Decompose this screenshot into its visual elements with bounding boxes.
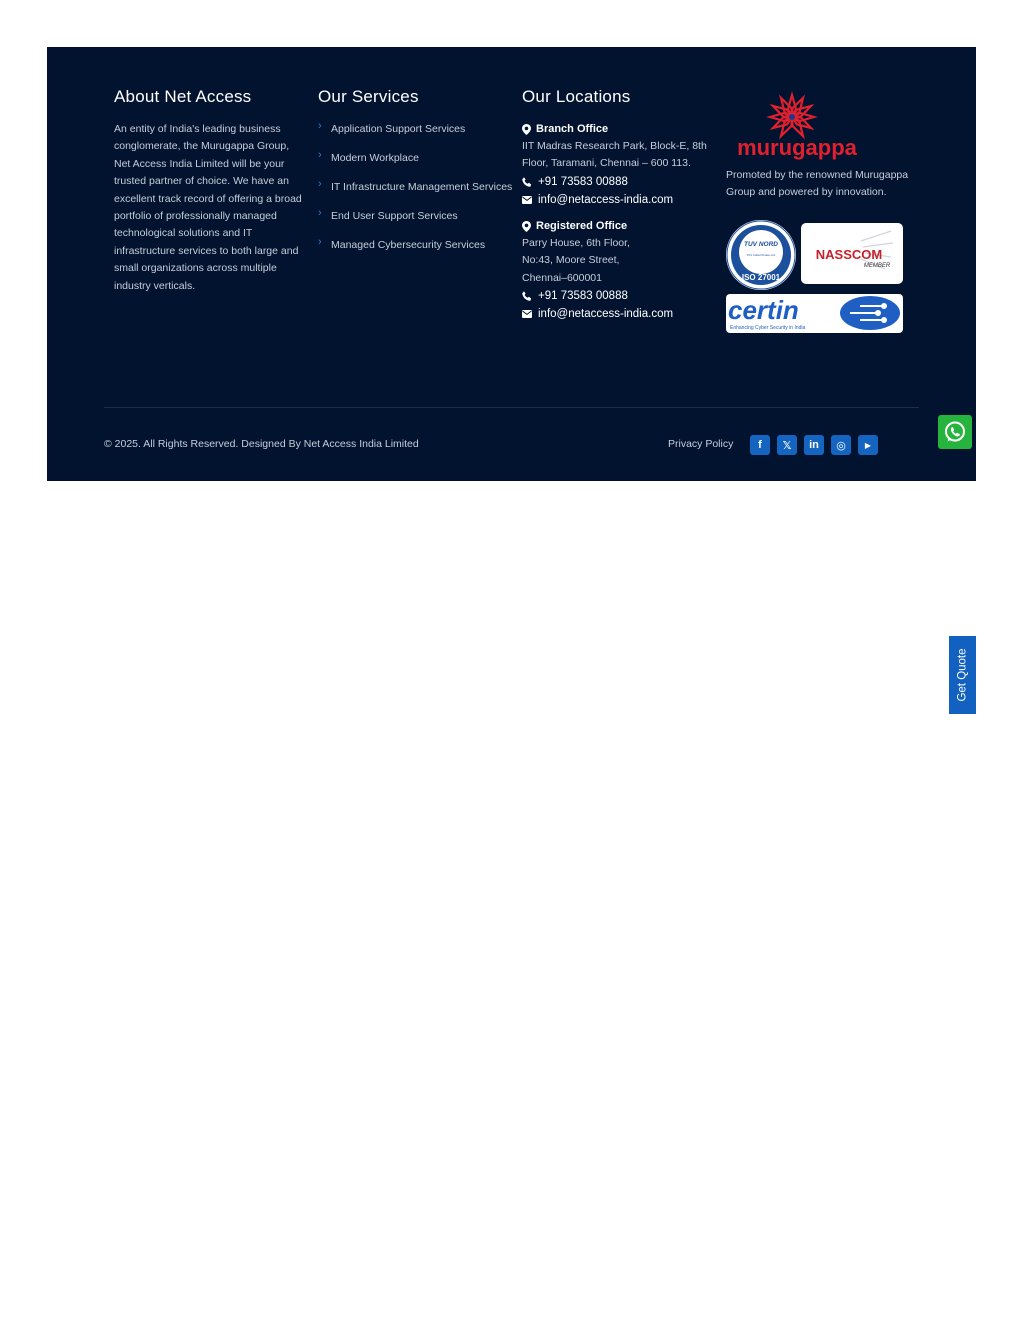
chevron-right-icon: › [318,149,322,161]
chevron-right-icon: › [318,178,322,190]
chevron-right-icon: › [318,236,322,248]
registered-email: info@netaccess-india.com [538,308,674,321]
service-label: End User Support Services [331,210,458,222]
svg-text:certin: certin [728,294,799,325]
svg-text:murugappa: murugappa [737,135,857,160]
svg-text:MEMBER: MEMBER [863,262,891,269]
get-quote-label: Get Quote [956,648,969,702]
tuv-iso-badge [726,220,796,290]
envelope-icon [522,196,532,204]
chevron-right-icon: › [318,207,322,219]
about-text: An entity of India's leading business conglomerate, the Murugappa Group, Net Access India Limited will be your trusted partner of choice. We have an excellent track record of offering a broad portfolio of professionally managed technological solutions and IT infrastructure services to both large and small organizations across multiple industry verticals. [114,123,302,292]
service-label: Application Support Services [331,123,466,135]
svg-text:NASSCOM: NASSCOM [815,246,883,262]
branch-phone-link[interactable] [522,173,707,191]
social-links [750,435,878,455]
certin-badge [726,294,903,333]
brand-text: Promoted by the renowned Murugappa Group and powered by innovation. [726,169,909,199]
service-link[interactable] [318,237,513,254]
service-label: Modern Workplace [331,152,419,164]
svg-text:Enhancing Cyber Security in In: Enhancing Cyber Security in India [730,324,806,331]
get-quote-button[interactable] [949,636,976,714]
services-section [318,87,513,266]
registered-address-line: Chennai–600001 [522,271,602,284]
about-title: About Net Access [114,87,252,106]
map-pin-icon [522,221,531,232]
envelope-icon [522,310,532,318]
instagram-icon[interactable]: ◎ [831,435,851,455]
branch-email-link[interactable] [522,191,707,209]
service-label: IT Infrastructure Management Services [331,181,513,193]
site-footer [47,47,976,481]
services-list [318,121,513,254]
service-label: Managed Cybersecurity Services [331,239,486,251]
footer-divider [104,407,919,408]
registered-email-link[interactable] [522,305,707,323]
service-link[interactable] [318,121,513,138]
service-link[interactable] [318,150,513,167]
branch-office-heading [522,121,707,138]
branch-phone: +91 73583 00888 [538,175,628,188]
linkedin-icon[interactable]: in [804,435,824,455]
chevron-right-icon: › [318,120,322,132]
locations-section [522,87,707,323]
phone-icon [522,177,532,187]
registered-office-heading [522,218,707,235]
registered-address-line: Parry House, 6th Floor, [522,236,630,249]
privacy-policy-link[interactable]: Privacy Policy [668,438,734,450]
x-icon[interactable]: 𝕏 [777,435,797,455]
about-section [114,87,304,295]
svg-text:ISO 27001: ISO 27001 [741,272,781,282]
youtube-icon[interactable]: ▶ [858,435,878,455]
map-pin-icon [522,124,531,135]
registered-address-line: No:43, Moore Street, [522,254,620,267]
registered-phone: +91 73583 00888 [538,290,628,303]
whatsapp-button[interactable] [938,415,972,449]
phone-icon [522,291,532,301]
whatsapp-icon [943,420,967,444]
certification-badges [726,220,906,335]
svg-text:TUV India Private Ltd.: TUV India Private Ltd. [746,252,776,257]
murugappa-logo[interactable] [732,91,862,163]
branch-office-title: Branch Office [536,123,609,135]
branch-email: info@netaccess-india.com [538,193,674,206]
services-title: Our Services [318,87,419,106]
branch-office-address: IIT Madras Research Park, Block-E, 8th Floor, Taramani, Chennai – 600 113. [522,140,707,170]
registered-office-title: Registered Office [536,219,628,232]
copyright-text: © 2025. All Rights Reserved. Designed By Net Access India Limited [104,438,419,450]
service-link[interactable] [318,179,513,196]
facebook-icon[interactable]: f [750,435,770,455]
registered-phone-link[interactable] [522,287,707,305]
brand-section [726,91,916,335]
nasscom-member-badge [801,223,903,284]
svg-text:TUV NORD: TUV NORD [744,240,778,248]
service-link[interactable] [318,208,513,225]
locations-title: Our Locations [522,87,631,106]
